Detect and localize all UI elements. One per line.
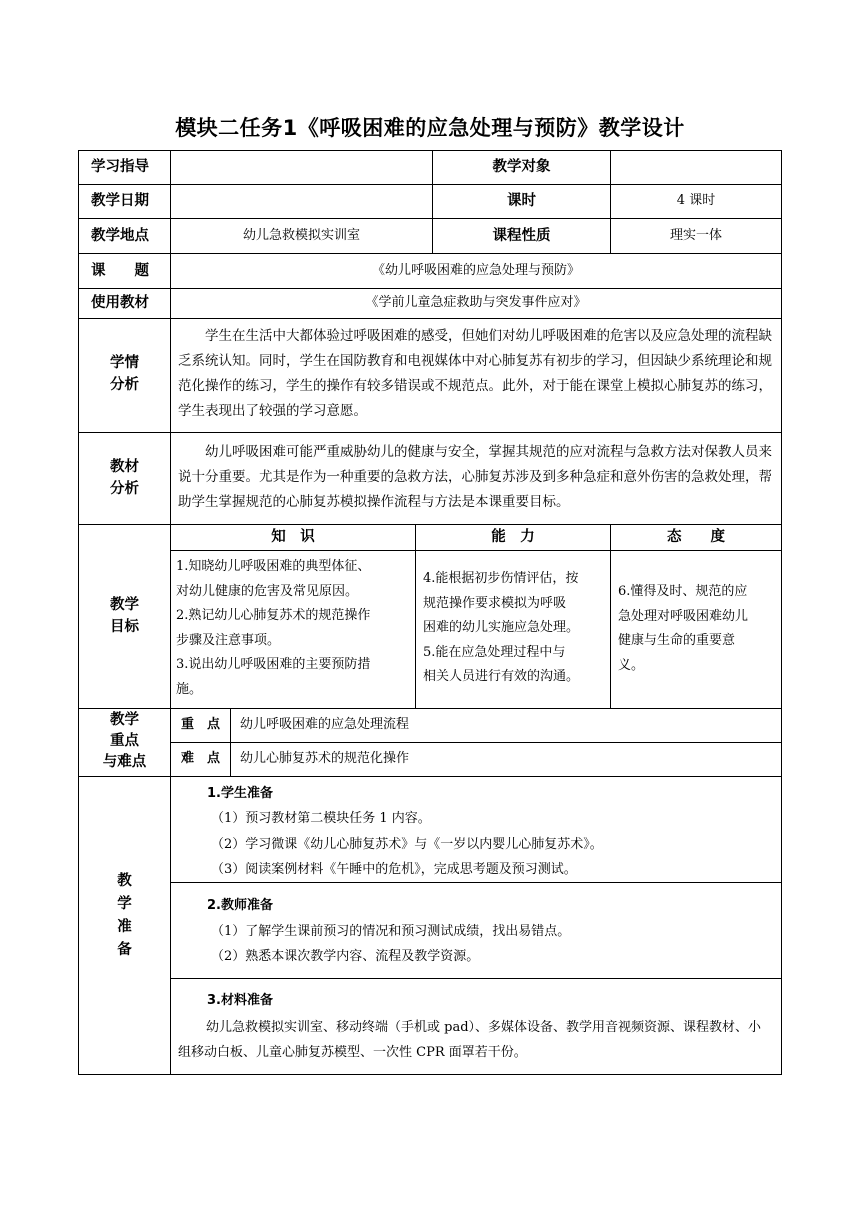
date-label: 教学日期 [91,193,149,209]
preparation-label: 教 学 准 备 [117,873,132,958]
materials-prep-heading: 3.材料准备 [207,993,273,1008]
list-item: （1）预习教材第二模块任务 1 内容。 [211,811,431,826]
list-item: 2.熟记幼儿心肺复苏术的规范操作 [176,608,371,623]
list-item: 困难的幼儿实施应急处理。 [423,620,580,635]
audience-label: 教学对象 [492,159,551,175]
knowledge-header: 知 识 [271,529,315,545]
ability-header: 能 力 [491,529,535,545]
list-item: （2）学习微课《幼儿心肺复苏术》与《一岁以内婴儿心肺复苏术》。 [211,836,603,852]
student-prep-heading: 1.学生准备 [207,786,273,801]
study-guide-label: 学习指导 [91,159,149,175]
material-analysis-text: 幼儿呼吸困难可能严重威胁幼儿的健康与安全，掌握其规范的应对流程与急救方法对保教人员来说十分重要。尤其是作为一种重要的急救方法，心肺复苏涉及到多种急症和意外伤害的急救处理，帮助学生掌握规范的心肺复苏模拟操作流程与方法是本课重要目标。 [178,444,772,510]
student-prep-list [211,806,603,883]
list-item: 健康与生命的重要意 [618,633,736,648]
focus-text: 幼儿呼吸困难的应急处理流程 [240,717,410,732]
key-points-label: 教学 重点 与难点 [102,712,147,770]
list-item: （3）阅读案例材料《午睡中的危机》，完成思考题及预习测试。 [211,862,577,877]
place-value: 幼儿急救模拟实训室 [242,228,360,243]
focus-label: 重 点 [180,717,220,732]
list-item: 1.知晓幼儿呼吸困难的典型体征、 [176,559,371,574]
list-item: 相关人员进行有效的沟通。 [423,669,580,684]
list-item: 3.说出幼儿呼吸困难的主要预防措 [176,657,371,672]
nature-value: 理实一体 [669,228,722,243]
list-item: 5.能在应急处理过程中与 [423,644,566,660]
teacher-prep-list [211,919,570,969]
materials-prep-text: 幼儿急救模拟实训室、移动终端（手机或 pad）、多媒体设备、教学用音视频资源、课程教材、小组移动白板、儿童心肺复苏模型、一次性 CPR 面罩若干份。 [178,1020,762,1060]
list-item: 6.懂得及时、规范的应 [618,584,748,599]
list-item: 急处理对呼吸困难幼儿 [618,608,749,624]
learner-analysis-label: 学情 分析 [110,355,139,393]
difficulty-text: 幼儿心肺复苏术的规范化操作 [240,751,410,766]
topic-value: 《幼儿呼吸困难的应急处理与预防》 [371,263,580,278]
list-item: 步骤及注意事项。 [176,632,281,648]
topic-label: 课 题 [91,263,149,279]
knowledge-objectives [176,555,370,702]
learner-analysis-text: 学生在生活中大都体验过呼吸困难的感受，但她们对幼儿呼吸困难的危害以及应急处理的流程缺乏系统认知。同时，学生在国防教育和电视媒体中对心肺复苏有初步的学习，但因缺少系统理论和规范化操作的练习，学生的操作有较多错误或不规范点。此外，对于能在课堂上模拟心肺复苏的练习，学生表现出了较强的学习意愿。 [178,328,772,419]
list-item: （1）了解学生课前预习的情况和预习测试成绩，找出易错点。 [211,924,571,939]
list-item: 对幼儿健康的危害及常见原因。 [176,583,359,599]
textbook-label: 使用教材 [91,295,149,311]
attitude-header: 态 度 [667,529,725,545]
hours-value: 4 课时 [676,193,716,208]
attitude-objectives [618,580,748,678]
teacher-prep-heading: 2.教师准备 [207,898,273,913]
nature-label: 课程性质 [492,228,551,244]
list-item: 施。 [176,681,203,697]
list-item: 4.能根据初步伤情评估，按 [423,571,579,586]
list-item: 规范操作要求模拟为呼吸 [423,595,567,611]
list-item: （2）熟悉本课次教学内容、流程及教学资源。 [211,949,480,964]
difficulty-label: 难 点 [180,751,220,766]
material-analysis-label: 教材 分析 [110,459,139,497]
objectives-label: 教学 目标 [110,597,139,635]
page-title: 模块二任务1《呼吸困难的应急处理与预防》教学设计 [175,116,685,140]
place-label: 教学地点 [91,228,149,244]
ability-objectives [423,567,579,690]
hours-label: 课时 [507,193,536,209]
list-item: 义。 [618,657,645,673]
textbook-value: 《学前儿童急症救助与突发事件应对》 [365,295,587,310]
